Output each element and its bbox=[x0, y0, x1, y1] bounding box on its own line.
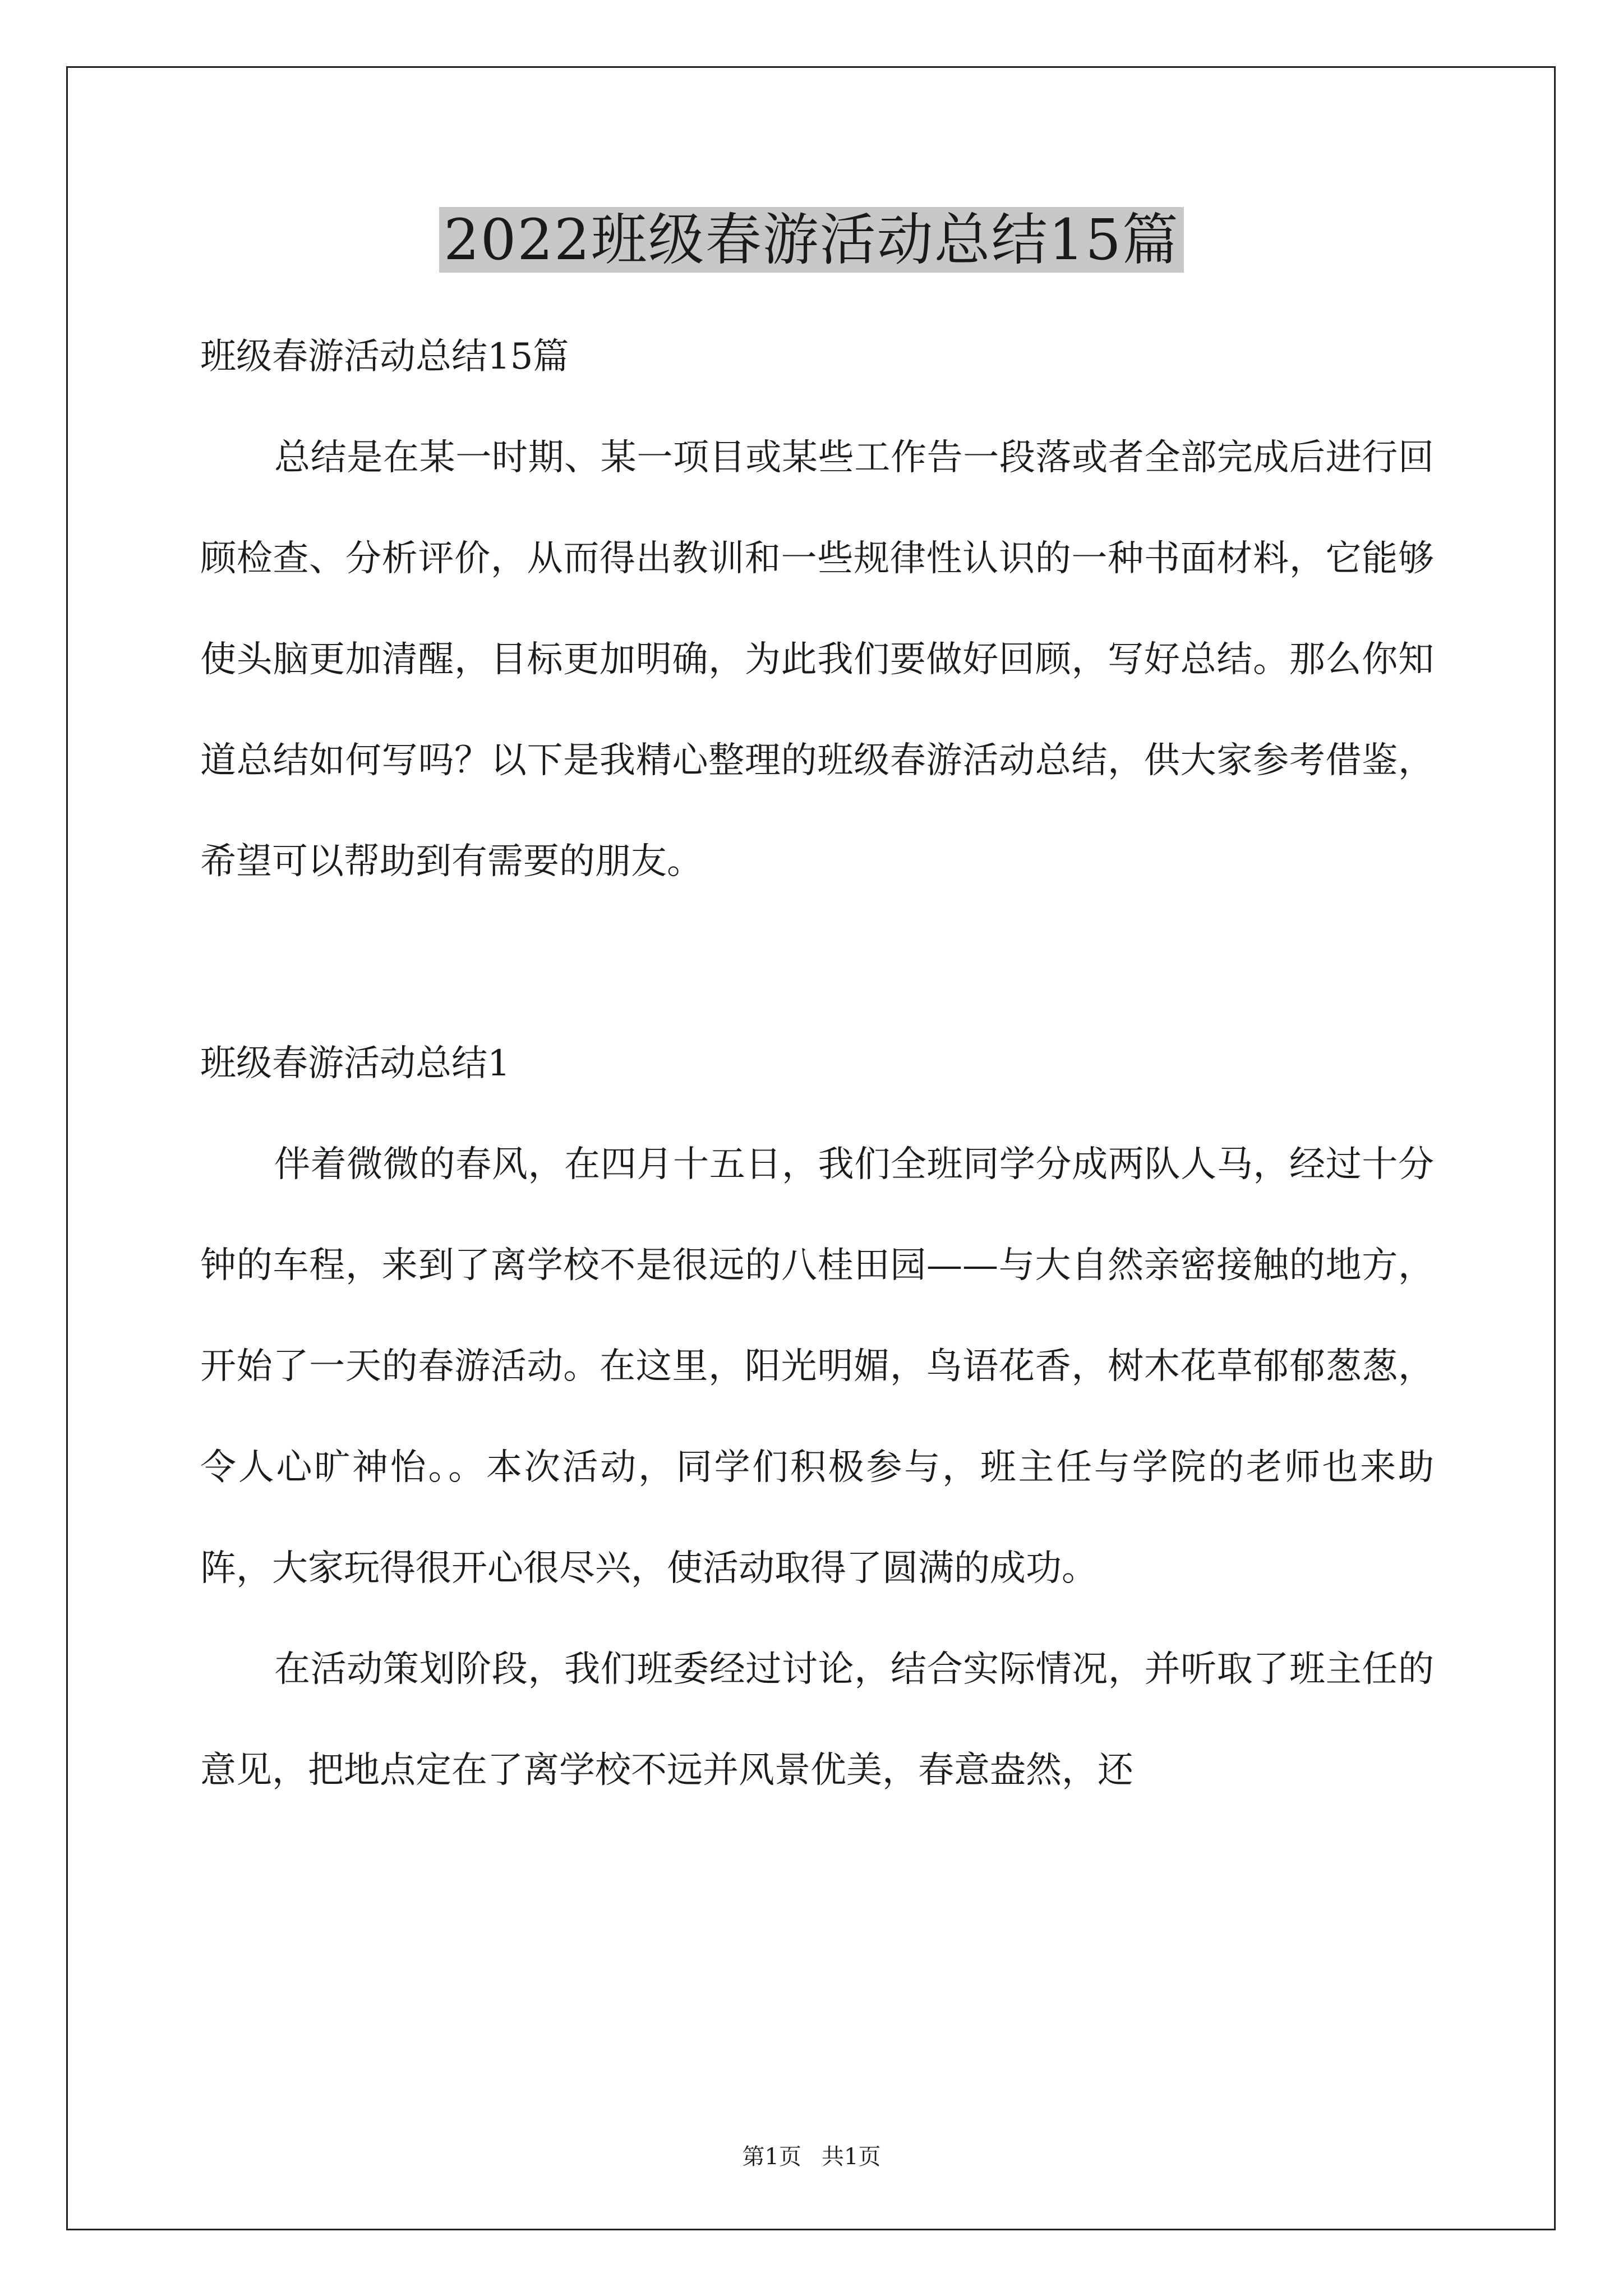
page-number: 第1页 bbox=[742, 2144, 801, 2170]
page-footer bbox=[0, 2140, 1623, 2174]
document-title-text: 2022班级春游活动总结15篇 bbox=[439, 207, 1184, 273]
body-paragraph: 伴着微微的春风，在四月十五日，我们全班同学分成两队人马，经过十分钟的车程，来到了离学校不是很远的八桂田园——与大自然亲密接触的地方，开始了一天的春游活动。在这里，阳光明媚，鸟语花香，树木花草郁郁葱葱，令人心旷神怡。。本次活动，同学们积极参与，班主任与学院的老师也来助阵，大家玩得很开心很尽兴，使活动取得了圆满的成功。 bbox=[200, 1144, 1434, 1589]
document-subtitle: 班级春游活动总结15篇 bbox=[200, 336, 569, 378]
document-body bbox=[200, 306, 1434, 1821]
section-heading: 班级春游活动总结1 bbox=[200, 1043, 510, 1084]
body-paragraph: 在活动策划阶段，我们班委经过讨论，结合实际情况，并听取了班主任的意见，把地点定在了离学校不远并风景优美，春意盎然，还 bbox=[200, 1649, 1434, 1791]
page-total: 共1页 bbox=[822, 2144, 881, 2170]
section-spacer bbox=[200, 912, 1434, 1013]
intro-paragraph: 总结是在某一时期、某一项目或某些工作告一段落或者全部完成后进行回顾检查、分析评价，从而得出教训和一些规律性认识的一种书面材料，它能够使头脑更加清醒，目标更加明确，为此我们要做好回顾，写好总结。那么你知道总结如何写吗？以下是我精心整理的班级春游活动总结，供大家参考借鉴，希望可以帮助到有需要的朋友。 bbox=[200, 437, 1434, 882]
document-title bbox=[0, 201, 1623, 279]
